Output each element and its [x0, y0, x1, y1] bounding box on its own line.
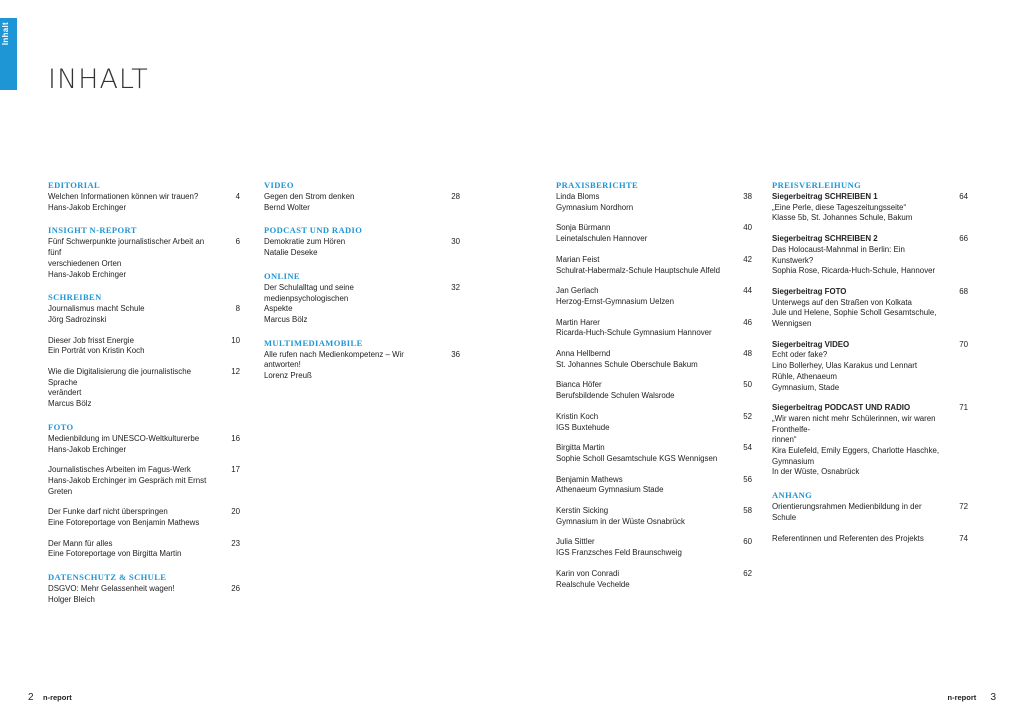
entry-line: Marcus Bölz	[264, 314, 308, 324]
toc-entry[interactable]	[556, 223, 752, 244]
entry-line: Welchen Informationen können wir trauen?	[48, 192, 199, 201]
entry-line: Marian Feist	[556, 254, 600, 264]
entry-line: Kerstin Sicking	[556, 506, 609, 516]
toc-entry[interactable]	[772, 287, 968, 330]
entry-line: DSGVO: Mehr Gelassenheit wagen!	[48, 584, 175, 594]
entry-line: Schulrat-Habermalz-Schule Hauptschule Alfeld	[556, 265, 721, 275]
toc-entry[interactable]	[556, 506, 752, 527]
entry-line: Linda Bloms	[556, 192, 600, 201]
entry-line: Kira Eulefeld, Emily Eggers, Charlotte Haschke, Gymnasium	[772, 446, 940, 466]
entry-line: Referentinnen und Referenten des Projekts	[772, 533, 924, 543]
toc-entry[interactable]	[48, 507, 240, 528]
toc-entry[interactable]	[556, 286, 752, 307]
section-title: ONLINE	[264, 270, 300, 281]
page-number: 62	[743, 568, 752, 578]
entry-line: Natalie Deseke	[264, 248, 318, 258]
page-number: 23	[231, 538, 240, 548]
toc-section	[48, 180, 240, 213]
section-title: MULTIMEDIAMOBILE	[264, 337, 363, 348]
page-number: 50	[743, 380, 752, 390]
toc-entry[interactable]	[772, 502, 968, 523]
page-number: 44	[743, 286, 752, 296]
toc-column-1	[48, 180, 240, 618]
entry-heading: Siegerbeitrag SCHREIBEN 1	[772, 192, 878, 201]
toc-column-4	[772, 180, 968, 556]
entry-line: Herzog-Ernst-Gymnasium Uelzen	[556, 296, 674, 306]
entry-line: Berufsbildende Schulen Walsrode	[556, 391, 675, 401]
footer-right	[948, 692, 996, 703]
page-number: 48	[743, 349, 752, 359]
toc-section	[48, 225, 240, 280]
entry-line: Ricarda-Huch-Schule Gymnasium Hannover	[556, 328, 712, 338]
entry-line: Gymnasium in der Wüste Osnabrück	[556, 516, 685, 526]
entry-line: Orientierungsrahmen Medienbildung in der Schule	[772, 502, 922, 522]
toc-entry[interactable]	[48, 539, 240, 560]
toc-entry[interactable]	[556, 192, 752, 213]
entry-line: Klasse 5b, St. Johannes Schule, Bakum	[772, 213, 913, 223]
entry-line: Karin von Conradi	[556, 568, 620, 578]
entry-line: Gegen den Strom denken	[264, 192, 355, 201]
toc-section	[264, 271, 460, 326]
toc-entry[interactable]	[556, 412, 752, 433]
entry-line: Der Schulalltag und seine medienpsychologischen	[264, 282, 354, 303]
entry-line: Demokratie zum Hören	[264, 237, 346, 247]
toc-section	[48, 292, 240, 410]
entry-line: Hans-Jakob Erchinger	[48, 202, 127, 212]
entry-line: Sonja Bürmann	[556, 223, 611, 233]
entry-line: Ein Porträt von Kristin Koch	[48, 346, 145, 356]
entry-line: Jule und Helene, Sophie Scholl Gesamtschule, Wennigsen	[772, 308, 937, 329]
page-number: 6	[235, 237, 240, 247]
entry-line: „Wir waren nicht mehr Schülerinnen, wir waren Fronthelfe-	[772, 413, 936, 434]
page-number: 8	[235, 304, 240, 314]
entry-line: Lino Bollerhey, Ulas Karakus und Lennart Rühle, Athenaeum	[772, 361, 918, 381]
entry-heading: Siegerbeitrag SCHREIBEN 2	[772, 234, 878, 244]
section-title: PRAXISBERICHTE	[556, 180, 639, 190]
page-number: 40	[743, 223, 752, 233]
toc-entry[interactable]	[772, 534, 968, 545]
section-side-tab	[0, 18, 17, 90]
entry-line: Realschule Vechelde	[556, 579, 630, 589]
page-number: 30	[451, 237, 460, 247]
entry-line: Anna Hellbernd	[556, 349, 611, 359]
entry-line: Echt oder fake?	[772, 350, 828, 360]
page-number-left: 2	[28, 692, 34, 703]
page-number: 20	[231, 507, 240, 517]
page-number: 56	[743, 474, 752, 484]
toc-entry[interactable]	[772, 403, 968, 478]
entry-line: Das Holocaust-Mahnmal in Berlin: Ein Kunstwerk?	[772, 244, 905, 265]
toc-section	[264, 180, 460, 213]
page-number-right: 3	[990, 692, 996, 703]
entry-heading: Siegerbeitrag PODCAST UND RADIO	[772, 403, 911, 413]
section-title: SCHREIBEN	[48, 292, 102, 303]
side-tab-label: Inhalt	[1, 22, 10, 46]
entry-line: Benjamin Mathews	[556, 474, 623, 484]
entry-line: Jan Gerlach	[556, 286, 599, 296]
page-number: 58	[743, 506, 752, 516]
toc-entry[interactable]	[48, 237, 240, 280]
toc-entry[interactable]	[48, 304, 240, 325]
page-number: 68	[959, 286, 968, 296]
page-number: 46	[743, 317, 752, 327]
toc-entry[interactable]	[556, 475, 752, 496]
page-number: 74	[959, 533, 968, 543]
entry-heading: Siegerbeitrag FOTO	[772, 286, 847, 296]
page-number: 52	[743, 411, 752, 421]
toc-column-2	[264, 180, 460, 394]
page-number: 42	[743, 254, 752, 264]
page-number: 64	[959, 192, 968, 201]
toc-entry[interactable]	[48, 192, 240, 213]
toc-column-3	[556, 180, 752, 602]
page-number: 26	[231, 584, 240, 594]
entry-line: Kristin Koch	[556, 411, 599, 421]
toc-entry[interactable]	[48, 584, 240, 605]
entry-line: Wie die Digitalisierung die journalistische Sprache	[48, 367, 191, 387]
entry-line: Der Funke darf nicht überspringen	[48, 507, 168, 517]
footer-left	[28, 692, 72, 703]
entry-line: Journalismus macht Schule	[48, 304, 145, 314]
toc-section	[264, 225, 460, 258]
entry-line: Alle rufen nach Medienkompetenz – Wir antworten!	[264, 349, 404, 370]
entry-line: Hans-Jakob Erchinger	[48, 444, 127, 454]
entry-line: Fünf Schwerpunkte journalistischer Arbeit an fünf	[48, 237, 205, 258]
toc-section	[556, 180, 752, 590]
page-number: 72	[959, 502, 968, 512]
entry-line: Dieser Job frisst Energie	[48, 335, 134, 345]
entry-line: Leinetalschulen Hannover	[556, 234, 648, 244]
toc-entry[interactable]	[556, 569, 752, 590]
section-title: VIDEO	[264, 180, 294, 190]
entry-line: Julia Sittler	[556, 537, 595, 547]
entry-line: Medienbildung im UNESCO-Weltkulturerbe	[48, 433, 200, 443]
toc-entry[interactable]	[556, 318, 752, 339]
entry-line: Der Mann für alles	[48, 538, 113, 548]
entry-line: St. Johannes Schule Oberschule Bakum	[556, 359, 698, 369]
entry-line: Journalistisches Arbeiten im Fagus-Werk	[48, 465, 191, 475]
entry-line: Hans-Jakob Erchinger im Gespräch mit Ernst Greten	[48, 475, 207, 496]
section-title: INSIGHT N-REPORT	[48, 225, 137, 236]
toc-entry[interactable]	[556, 380, 752, 401]
entry-line: Bianca Höfer	[556, 380, 602, 390]
entry-line: verändert	[48, 388, 82, 398]
entry-line: IGS Buxtehude	[556, 422, 610, 432]
toc-section	[48, 422, 240, 560]
toc-section	[48, 572, 240, 605]
entry-line: Gymnasium, Stade	[772, 382, 840, 392]
entry-line: Sophie Scholl Gesamtschule KGS Wennigsen	[556, 453, 718, 463]
entry-line: Aspekte	[264, 304, 293, 314]
toc-section	[772, 180, 968, 478]
entry-line: „Eine Perle, diese Tageszeitungsseite“	[772, 202, 907, 212]
entry-line: Marcus Bölz	[48, 399, 92, 409]
entry-line: Unterwegs auf den Straßen von Kolkata	[772, 297, 912, 307]
page-number: 70	[959, 339, 968, 349]
section-title: PODCAST UND RADIO	[264, 225, 363, 236]
toc-entry[interactable]	[264, 192, 460, 213]
page-number: 71	[959, 403, 968, 413]
entry-line: Martin Harer	[556, 317, 600, 327]
toc-entry[interactable]	[556, 349, 752, 370]
page-number: 32	[451, 282, 460, 292]
toc-entry[interactable]	[48, 434, 240, 455]
toc-section	[264, 338, 460, 382]
entry-line: Lorenz Preuß	[264, 371, 312, 381]
page-number: 60	[743, 537, 752, 547]
toc-entry[interactable]	[556, 537, 752, 558]
section-title: PREISVERLEIHUNG	[772, 180, 862, 190]
section-title: EDITORIAL	[48, 180, 101, 190]
section-title: DATENSCHUTZ & SCHULE	[48, 572, 167, 583]
page-number: 28	[451, 192, 460, 201]
page-number: 17	[231, 465, 240, 475]
toc-section	[772, 490, 968, 544]
entry-line: In der Wüste, Osnabrück	[772, 467, 860, 477]
toc-entry[interactable]	[772, 234, 968, 277]
toc-entry[interactable]	[556, 255, 752, 276]
entry-heading: Siegerbeitrag VIDEO	[772, 339, 850, 349]
entry-line: Eine Fotoreportage von Benjamin Mathews	[48, 518, 200, 528]
toc-entry[interactable]	[48, 336, 240, 357]
entry-line: Sophia Rose, Ricarda-Huch-Schule, Hannover	[772, 266, 936, 276]
toc-entry[interactable]	[264, 237, 460, 258]
entry-line: Gymnasium Nordhorn	[556, 202, 634, 212]
entry-line: Holger Bleich	[48, 594, 95, 604]
brand-label-left: n-report	[43, 693, 72, 702]
toc-entry[interactable]	[48, 465, 240, 497]
page-number: 16	[231, 433, 240, 443]
page-number: 4	[235, 192, 240, 201]
entry-line: verschiedenen Orten	[48, 258, 122, 268]
page-number: 54	[743, 443, 752, 453]
page-number: 36	[451, 349, 460, 359]
page-number: 12	[231, 367, 240, 377]
entry-line: Hans-Jakob Erchinger	[48, 269, 127, 279]
entry-line: Eine Fotoreportage von Birgitta Martin	[48, 549, 182, 559]
toc-entry[interactable]	[264, 283, 460, 326]
entry-line: rinnen“	[772, 435, 797, 445]
section-title: FOTO	[48, 421, 74, 432]
entry-line: Birgitta Martin	[556, 443, 605, 453]
section-title: ANHANG	[772, 490, 813, 501]
toc-entry[interactable]	[772, 192, 968, 224]
page-title: INHALT	[48, 64, 149, 95]
toc-entry[interactable]	[556, 443, 752, 464]
page-number: 38	[743, 192, 752, 201]
toc-entry[interactable]	[772, 340, 968, 394]
entry-line: Athenaeum Gymnasium Stade	[556, 485, 664, 495]
entry-line: Bernd Wolter	[264, 202, 310, 212]
entry-line: Jörg Sadrozinski	[48, 314, 107, 324]
toc-entry[interactable]	[48, 367, 240, 410]
entry-line: IGS Franzsches Feld Braunschweig	[556, 548, 682, 558]
page-number: 10	[231, 335, 240, 345]
page-number: 66	[959, 234, 968, 244]
brand-label-right: n-report	[947, 693, 977, 702]
toc-entry[interactable]	[264, 350, 460, 382]
